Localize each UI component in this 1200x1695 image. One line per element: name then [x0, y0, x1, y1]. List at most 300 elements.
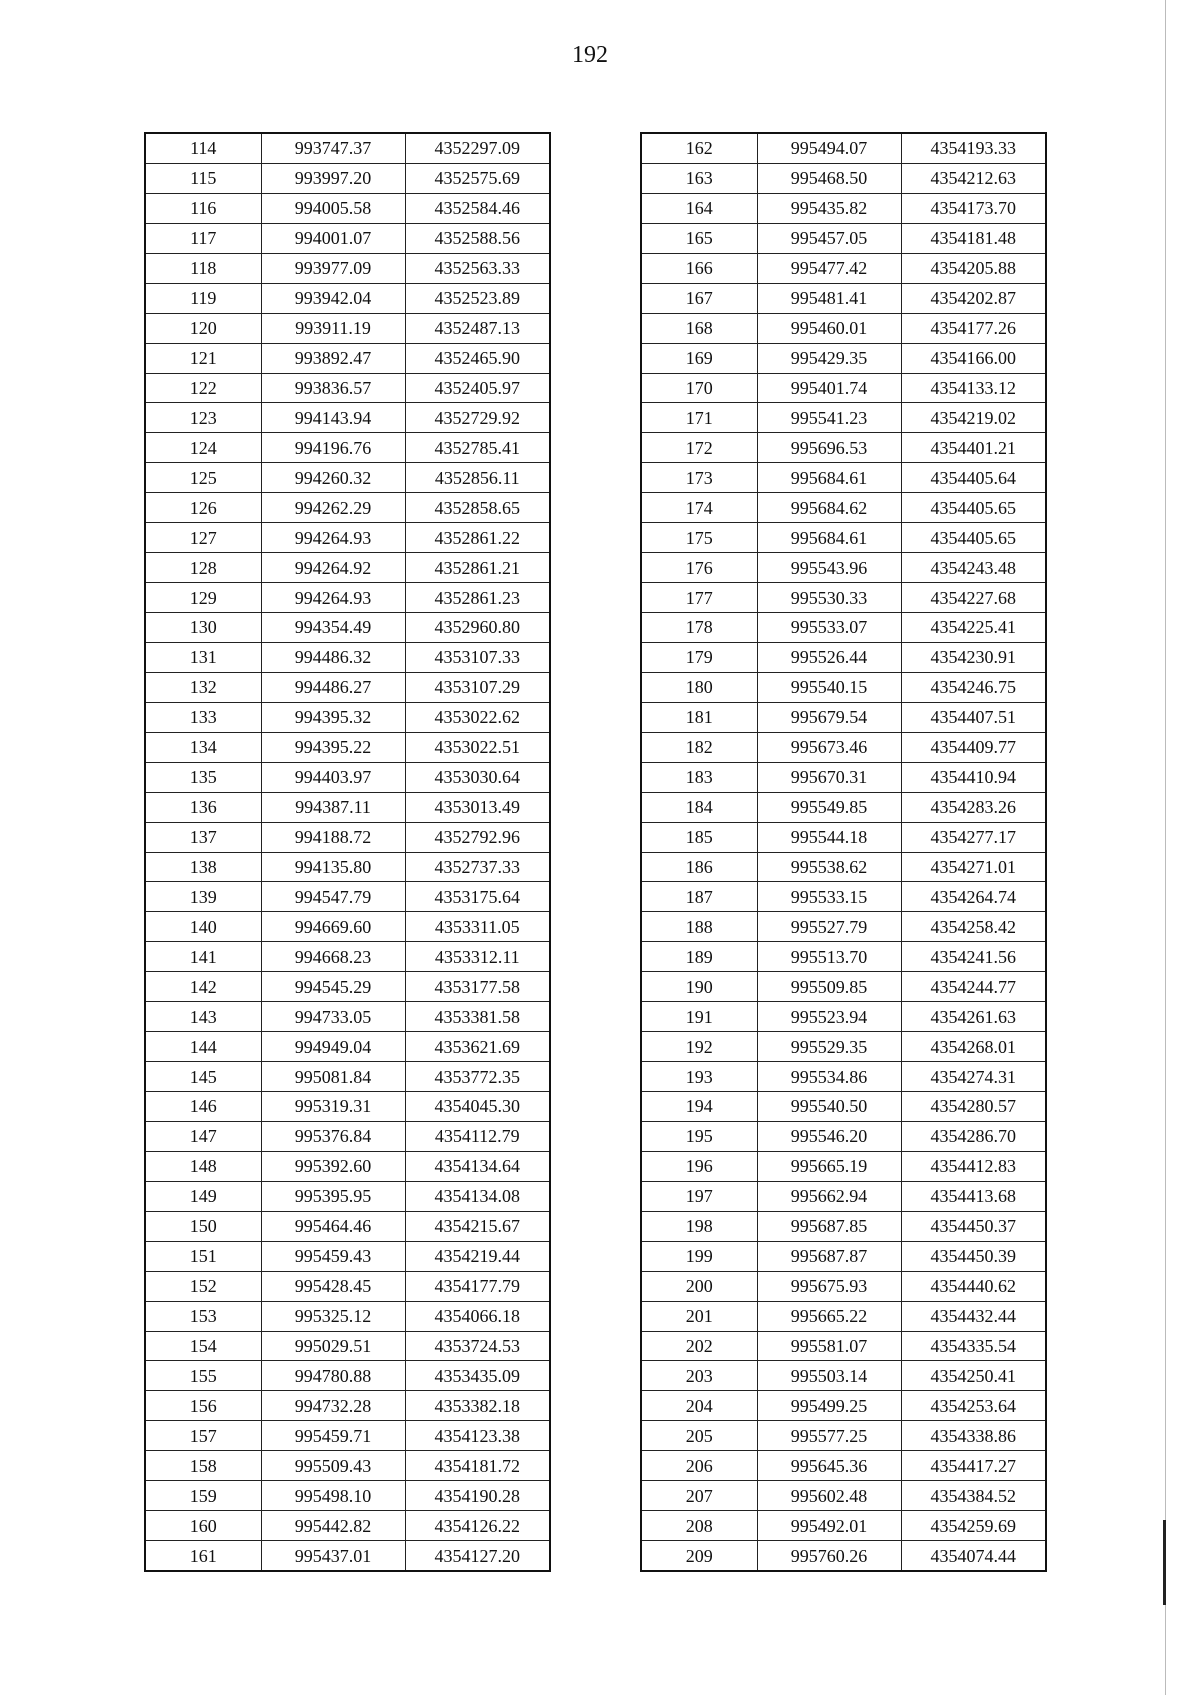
y-coordinate-cell: 4354253.64: [901, 1391, 1046, 1421]
table-row: [145, 193, 550, 223]
table-row: [145, 223, 550, 253]
table-row: [641, 1002, 1046, 1032]
point-number-cell: 178: [641, 613, 757, 643]
table-row: [145, 463, 550, 493]
x-coordinate-cell: 993911.19: [261, 313, 405, 343]
point-number-cell: 170: [641, 373, 757, 403]
y-coordinate-cell: 4352856.11: [405, 463, 550, 493]
point-number-cell: 125: [145, 463, 261, 493]
point-number-cell: 116: [145, 193, 261, 223]
x-coordinate-cell: 995513.70: [757, 942, 901, 972]
point-number-cell: 163: [641, 163, 757, 193]
y-coordinate-cell: 4354241.56: [901, 942, 1046, 972]
x-coordinate-cell: 995530.33: [757, 583, 901, 613]
point-number-cell: 182: [641, 732, 757, 762]
y-coordinate-cell: 4353382.18: [405, 1391, 550, 1421]
y-coordinate-cell: 4354250.41: [901, 1361, 1046, 1391]
y-coordinate-cell: 4354134.08: [405, 1181, 550, 1211]
table-row: [641, 1301, 1046, 1331]
y-coordinate-cell: 4354417.27: [901, 1451, 1046, 1481]
table-row: [641, 1151, 1046, 1181]
point-number-cell: 127: [145, 523, 261, 553]
y-coordinate-cell: 4353107.33: [405, 642, 550, 672]
table-row: [145, 972, 550, 1002]
table-row: [145, 912, 550, 942]
table-row: [641, 702, 1046, 732]
point-number-cell: 179: [641, 642, 757, 672]
y-coordinate-cell: 4354127.20: [405, 1541, 550, 1571]
x-coordinate-cell: 993942.04: [261, 283, 405, 313]
point-number-cell: 146: [145, 1092, 261, 1122]
x-coordinate-cell: 995523.94: [757, 1002, 901, 1032]
x-coordinate-cell: 993836.57: [261, 373, 405, 403]
y-coordinate-cell: 4354450.39: [901, 1241, 1046, 1271]
point-number-cell: 201: [641, 1301, 757, 1331]
x-coordinate-cell: 995492.01: [757, 1511, 901, 1541]
table-row: [641, 792, 1046, 822]
table-row: [145, 313, 550, 343]
x-coordinate-cell: 995459.71: [261, 1421, 405, 1451]
table-row: [641, 523, 1046, 553]
point-number-cell: 144: [145, 1032, 261, 1062]
y-coordinate-cell: 4352792.96: [405, 822, 550, 852]
point-number-cell: 180: [641, 672, 757, 702]
y-coordinate-cell: 4354412.83: [901, 1151, 1046, 1181]
x-coordinate-cell: 995457.05: [757, 223, 901, 253]
point-number-cell: 199: [641, 1241, 757, 1271]
x-coordinate-cell: 993747.37: [261, 133, 405, 163]
point-number-cell: 137: [145, 822, 261, 852]
table-row: [145, 942, 550, 972]
table-row: [145, 433, 550, 463]
table-row: [145, 523, 550, 553]
table-row: [641, 463, 1046, 493]
y-coordinate-cell: 4354177.26: [901, 313, 1046, 343]
table-row: [641, 1211, 1046, 1241]
y-coordinate-cell: 4353022.62: [405, 702, 550, 732]
y-coordinate-cell: 4353312.11: [405, 942, 550, 972]
y-coordinate-cell: 4353772.35: [405, 1062, 550, 1092]
y-coordinate-cell: 4354227.68: [901, 583, 1046, 613]
x-coordinate-cell: 993997.20: [261, 163, 405, 193]
y-coordinate-cell: 4354112.79: [405, 1121, 550, 1151]
y-coordinate-cell: 4353381.58: [405, 1002, 550, 1032]
y-coordinate-cell: 4352575.69: [405, 163, 550, 193]
point-number-cell: 162: [641, 133, 757, 163]
table-row: [145, 672, 550, 702]
x-coordinate-cell: 995684.61: [757, 463, 901, 493]
x-coordinate-cell: 995684.61: [757, 523, 901, 553]
table-row: [641, 912, 1046, 942]
point-number-cell: 187: [641, 882, 757, 912]
point-number-cell: 139: [145, 882, 261, 912]
table-row: [641, 283, 1046, 313]
table-row: [641, 672, 1046, 702]
table-row: [145, 283, 550, 313]
y-coordinate-cell: 4354230.91: [901, 642, 1046, 672]
point-number-cell: 135: [145, 762, 261, 792]
x-coordinate-cell: 995435.82: [757, 193, 901, 223]
table-row: [641, 1331, 1046, 1361]
point-number-cell: 149: [145, 1181, 261, 1211]
point-number-cell: 209: [641, 1541, 757, 1571]
point-number-cell: 160: [145, 1511, 261, 1541]
x-coordinate-cell: 995675.93: [757, 1271, 901, 1301]
point-number-cell: 203: [641, 1361, 757, 1391]
table-row: [145, 1092, 550, 1122]
table-row: [145, 1151, 550, 1181]
point-number-cell: 166: [641, 253, 757, 283]
table-row: [641, 972, 1046, 1002]
table-row: [145, 343, 550, 373]
y-coordinate-cell: 4354181.72: [405, 1451, 550, 1481]
x-coordinate-cell: 995529.35: [757, 1032, 901, 1062]
x-coordinate-cell: 995533.15: [757, 882, 901, 912]
y-coordinate-cell: 4354045.30: [405, 1092, 550, 1122]
x-coordinate-cell: 994949.04: [261, 1032, 405, 1062]
table-row: [641, 613, 1046, 643]
x-coordinate-cell: 995602.48: [757, 1481, 901, 1511]
x-coordinate-cell: 995509.85: [757, 972, 901, 1002]
y-coordinate-cell: 4352858.65: [405, 493, 550, 523]
y-coordinate-cell: 4352861.22: [405, 523, 550, 553]
x-coordinate-cell: 994780.88: [261, 1361, 405, 1391]
x-coordinate-cell: 994486.27: [261, 672, 405, 702]
point-number-cell: 156: [145, 1391, 261, 1421]
x-coordinate-cell: 994260.32: [261, 463, 405, 493]
point-number-cell: 207: [641, 1481, 757, 1511]
x-coordinate-cell: 995538.62: [757, 852, 901, 882]
table-row: [145, 1511, 550, 1541]
x-coordinate-cell: 995665.19: [757, 1151, 901, 1181]
x-coordinate-cell: 995509.43: [261, 1451, 405, 1481]
y-coordinate-cell: 4354243.48: [901, 553, 1046, 583]
y-coordinate-cell: 4353175.64: [405, 882, 550, 912]
point-number-cell: 167: [641, 283, 757, 313]
y-coordinate-cell: 4353107.29: [405, 672, 550, 702]
point-number-cell: 188: [641, 912, 757, 942]
table-row: [641, 1062, 1046, 1092]
x-coordinate-cell: 994264.92: [261, 553, 405, 583]
y-coordinate-cell: 4352405.97: [405, 373, 550, 403]
table-row: [145, 1002, 550, 1032]
point-number-cell: 186: [641, 852, 757, 882]
point-number-cell: 124: [145, 433, 261, 463]
point-number-cell: 132: [145, 672, 261, 702]
y-coordinate-cell: 4354271.01: [901, 852, 1046, 882]
x-coordinate-cell: 995544.18: [757, 822, 901, 852]
point-number-cell: 140: [145, 912, 261, 942]
table-row: [145, 1481, 550, 1511]
point-number-cell: 154: [145, 1331, 261, 1361]
table-row: [145, 613, 550, 643]
y-coordinate-cell: 4353013.49: [405, 792, 550, 822]
point-number-cell: 198: [641, 1211, 757, 1241]
point-number-cell: 181: [641, 702, 757, 732]
point-number-cell: 185: [641, 822, 757, 852]
x-coordinate-cell: 995665.22: [757, 1301, 901, 1331]
table-row: [145, 403, 550, 433]
point-number-cell: 131: [145, 642, 261, 672]
x-coordinate-cell: 995029.51: [261, 1331, 405, 1361]
x-coordinate-cell: 995468.50: [757, 163, 901, 193]
point-number-cell: 129: [145, 583, 261, 613]
x-coordinate-cell: 995464.46: [261, 1211, 405, 1241]
x-coordinate-cell: 995460.01: [757, 313, 901, 343]
y-coordinate-cell: 4354259.69: [901, 1511, 1046, 1541]
table-row: [145, 702, 550, 732]
table-row: [641, 1121, 1046, 1151]
y-coordinate-cell: 4354193.33: [901, 133, 1046, 163]
table-row: [145, 1301, 550, 1331]
x-coordinate-cell: 995081.84: [261, 1062, 405, 1092]
table-row: [641, 1241, 1046, 1271]
table-row: [641, 133, 1046, 163]
x-coordinate-cell: 993892.47: [261, 343, 405, 373]
x-coordinate-cell: 995684.62: [757, 493, 901, 523]
y-coordinate-cell: 4352523.89: [405, 283, 550, 313]
point-number-cell: 204: [641, 1391, 757, 1421]
x-coordinate-cell: 995401.74: [757, 373, 901, 403]
point-number-cell: 148: [145, 1151, 261, 1181]
point-number-cell: 169: [641, 343, 757, 373]
y-coordinate-cell: 4354413.68: [901, 1181, 1046, 1211]
point-number-cell: 155: [145, 1361, 261, 1391]
y-coordinate-cell: 4353724.53: [405, 1331, 550, 1361]
x-coordinate-cell: 994395.32: [261, 702, 405, 732]
point-number-cell: 151: [145, 1241, 261, 1271]
table-row: [145, 762, 550, 792]
coordinates-table-left: [144, 132, 551, 1572]
table-row: [641, 193, 1046, 223]
y-coordinate-cell: 4354244.77: [901, 972, 1046, 1002]
x-coordinate-cell: 993977.09: [261, 253, 405, 283]
point-number-cell: 158: [145, 1451, 261, 1481]
point-number-cell: 121: [145, 343, 261, 373]
table-row: [145, 1361, 550, 1391]
x-coordinate-cell: 995527.79: [757, 912, 901, 942]
table-row: [145, 1181, 550, 1211]
table-row: [641, 403, 1046, 433]
x-coordinate-cell: 995679.54: [757, 702, 901, 732]
point-number-cell: 118: [145, 253, 261, 283]
y-coordinate-cell: 4352861.23: [405, 583, 550, 613]
table-row: [145, 732, 550, 762]
point-number-cell: 164: [641, 193, 757, 223]
page-number: 192: [572, 42, 608, 68]
x-coordinate-cell: 995392.60: [261, 1151, 405, 1181]
y-coordinate-cell: 4353177.58: [405, 972, 550, 1002]
x-coordinate-cell: 995549.85: [757, 792, 901, 822]
x-coordinate-cell: 994001.07: [261, 223, 405, 253]
point-number-cell: 175: [641, 523, 757, 553]
y-coordinate-cell: 4354126.22: [405, 1511, 550, 1541]
table-row: [145, 133, 550, 163]
x-coordinate-cell: 994387.11: [261, 792, 405, 822]
table-row: [641, 1511, 1046, 1541]
x-coordinate-cell: 994262.29: [261, 493, 405, 523]
point-number-cell: 142: [145, 972, 261, 1002]
x-coordinate-cell: 995526.44: [757, 642, 901, 672]
table-row: [641, 1481, 1046, 1511]
table-row: [641, 163, 1046, 193]
y-coordinate-cell: 4354405.65: [901, 493, 1046, 523]
point-number-cell: 147: [145, 1121, 261, 1151]
x-coordinate-cell: 995498.10: [261, 1481, 405, 1511]
x-coordinate-cell: 995437.01: [261, 1541, 405, 1571]
point-number-cell: 115: [145, 163, 261, 193]
y-coordinate-cell: 4352729.92: [405, 403, 550, 433]
y-coordinate-cell: 4352584.46: [405, 193, 550, 223]
point-number-cell: 120: [145, 313, 261, 343]
point-number-cell: 114: [145, 133, 261, 163]
point-number-cell: 141: [145, 942, 261, 972]
y-coordinate-cell: 4354338.86: [901, 1421, 1046, 1451]
y-coordinate-cell: 4354407.51: [901, 702, 1046, 732]
table-row: [641, 1421, 1046, 1451]
x-coordinate-cell: 995428.45: [261, 1271, 405, 1301]
point-number-cell: 177: [641, 583, 757, 613]
y-coordinate-cell: 4354219.44: [405, 1241, 550, 1271]
point-number-cell: 165: [641, 223, 757, 253]
point-number-cell: 196: [641, 1151, 757, 1181]
x-coordinate-cell: 994545.29: [261, 972, 405, 1002]
table-row: [145, 583, 550, 613]
y-coordinate-cell: 4354190.28: [405, 1481, 550, 1511]
y-coordinate-cell: 4354074.44: [901, 1541, 1046, 1571]
y-coordinate-cell: 4354409.77: [901, 732, 1046, 762]
table-row: [641, 433, 1046, 463]
y-coordinate-cell: 4354401.21: [901, 433, 1046, 463]
y-coordinate-cell: 4354181.48: [901, 223, 1046, 253]
y-coordinate-cell: 4353435.09: [405, 1361, 550, 1391]
x-coordinate-cell: 994486.32: [261, 642, 405, 672]
x-coordinate-cell: 995673.46: [757, 732, 901, 762]
x-coordinate-cell: 995429.35: [757, 343, 901, 373]
point-number-cell: 192: [641, 1032, 757, 1062]
x-coordinate-cell: 995481.41: [757, 283, 901, 313]
x-coordinate-cell: 995477.42: [757, 253, 901, 283]
table-row: [641, 822, 1046, 852]
point-number-cell: 202: [641, 1331, 757, 1361]
table-row: [145, 253, 550, 283]
table-row: [641, 882, 1046, 912]
table-row: [145, 1241, 550, 1271]
y-coordinate-cell: 4354384.52: [901, 1481, 1046, 1511]
y-coordinate-cell: 4354335.54: [901, 1331, 1046, 1361]
x-coordinate-cell: 995499.25: [757, 1391, 901, 1421]
table-row: [145, 1451, 550, 1481]
table-row: [145, 1271, 550, 1301]
table-row: [145, 1391, 550, 1421]
y-coordinate-cell: 4354202.87: [901, 283, 1046, 313]
y-coordinate-cell: 4354205.88: [901, 253, 1046, 283]
y-coordinate-cell: 4354258.42: [901, 912, 1046, 942]
table-row: [145, 642, 550, 672]
y-coordinate-cell: 4352785.41: [405, 433, 550, 463]
x-coordinate-cell: 994732.28: [261, 1391, 405, 1421]
x-coordinate-cell: 995577.25: [757, 1421, 901, 1451]
y-coordinate-cell: 4354405.64: [901, 463, 1046, 493]
point-number-cell: 176: [641, 553, 757, 583]
point-number-cell: 189: [641, 942, 757, 972]
point-number-cell: 205: [641, 1421, 757, 1451]
table-row: [145, 852, 550, 882]
point-number-cell: 171: [641, 403, 757, 433]
x-coordinate-cell: 995494.07: [757, 133, 901, 163]
x-coordinate-cell: 995581.07: [757, 1331, 901, 1361]
y-coordinate-cell: 4354261.63: [901, 1002, 1046, 1032]
y-coordinate-cell: 4353030.64: [405, 762, 550, 792]
table-row: [641, 313, 1046, 343]
point-number-cell: 157: [145, 1421, 261, 1451]
table-row: [145, 553, 550, 583]
y-coordinate-cell: 4352563.33: [405, 253, 550, 283]
point-number-cell: 130: [145, 613, 261, 643]
x-coordinate-cell: 995543.96: [757, 553, 901, 583]
table-row: [145, 792, 550, 822]
y-coordinate-cell: 4354450.37: [901, 1211, 1046, 1241]
x-coordinate-cell: 995670.31: [757, 762, 901, 792]
x-coordinate-cell: 994669.60: [261, 912, 405, 942]
y-coordinate-cell: 4354264.74: [901, 882, 1046, 912]
table-row: [641, 1271, 1046, 1301]
y-coordinate-cell: 4352465.90: [405, 343, 550, 373]
table-row: [641, 553, 1046, 583]
table-row: [641, 373, 1046, 403]
point-number-cell: 150: [145, 1211, 261, 1241]
point-number-cell: 145: [145, 1062, 261, 1092]
point-number-cell: 153: [145, 1301, 261, 1331]
table-row: [145, 1331, 550, 1361]
x-coordinate-cell: 994188.72: [261, 822, 405, 852]
y-coordinate-cell: 4354268.01: [901, 1032, 1046, 1062]
point-number-cell: 133: [145, 702, 261, 732]
y-coordinate-cell: 4352588.56: [405, 223, 550, 253]
y-coordinate-cell: 4354166.00: [901, 343, 1046, 373]
point-number-cell: 183: [641, 762, 757, 792]
table-row: [145, 1211, 550, 1241]
x-coordinate-cell: 995541.23: [757, 403, 901, 433]
y-coordinate-cell: 4354286.70: [901, 1121, 1046, 1151]
y-coordinate-cell: 4354173.70: [901, 193, 1046, 223]
table-row: [641, 583, 1046, 613]
x-coordinate-cell: 995760.26: [757, 1541, 901, 1571]
x-coordinate-cell: 995540.50: [757, 1092, 901, 1122]
point-number-cell: 172: [641, 433, 757, 463]
table-row: [641, 1361, 1046, 1391]
x-coordinate-cell: 995687.87: [757, 1241, 901, 1271]
table-row: [145, 1541, 550, 1571]
point-number-cell: 119: [145, 283, 261, 313]
point-number-cell: 208: [641, 1511, 757, 1541]
point-number-cell: 200: [641, 1271, 757, 1301]
point-number-cell: 136: [145, 792, 261, 822]
x-coordinate-cell: 995442.82: [261, 1511, 405, 1541]
point-number-cell: 159: [145, 1481, 261, 1511]
y-coordinate-cell: 4354280.57: [901, 1092, 1046, 1122]
table-row: [145, 1121, 550, 1151]
x-coordinate-cell: 995546.20: [757, 1121, 901, 1151]
x-coordinate-cell: 995687.85: [757, 1211, 901, 1241]
table-row: [641, 942, 1046, 972]
table-row: [145, 1032, 550, 1062]
y-coordinate-cell: 4354432.44: [901, 1301, 1046, 1331]
point-number-cell: 143: [145, 1002, 261, 1032]
y-coordinate-cell: 4354225.41: [901, 613, 1046, 643]
x-coordinate-cell: 995533.07: [757, 613, 901, 643]
point-number-cell: 161: [145, 1541, 261, 1571]
